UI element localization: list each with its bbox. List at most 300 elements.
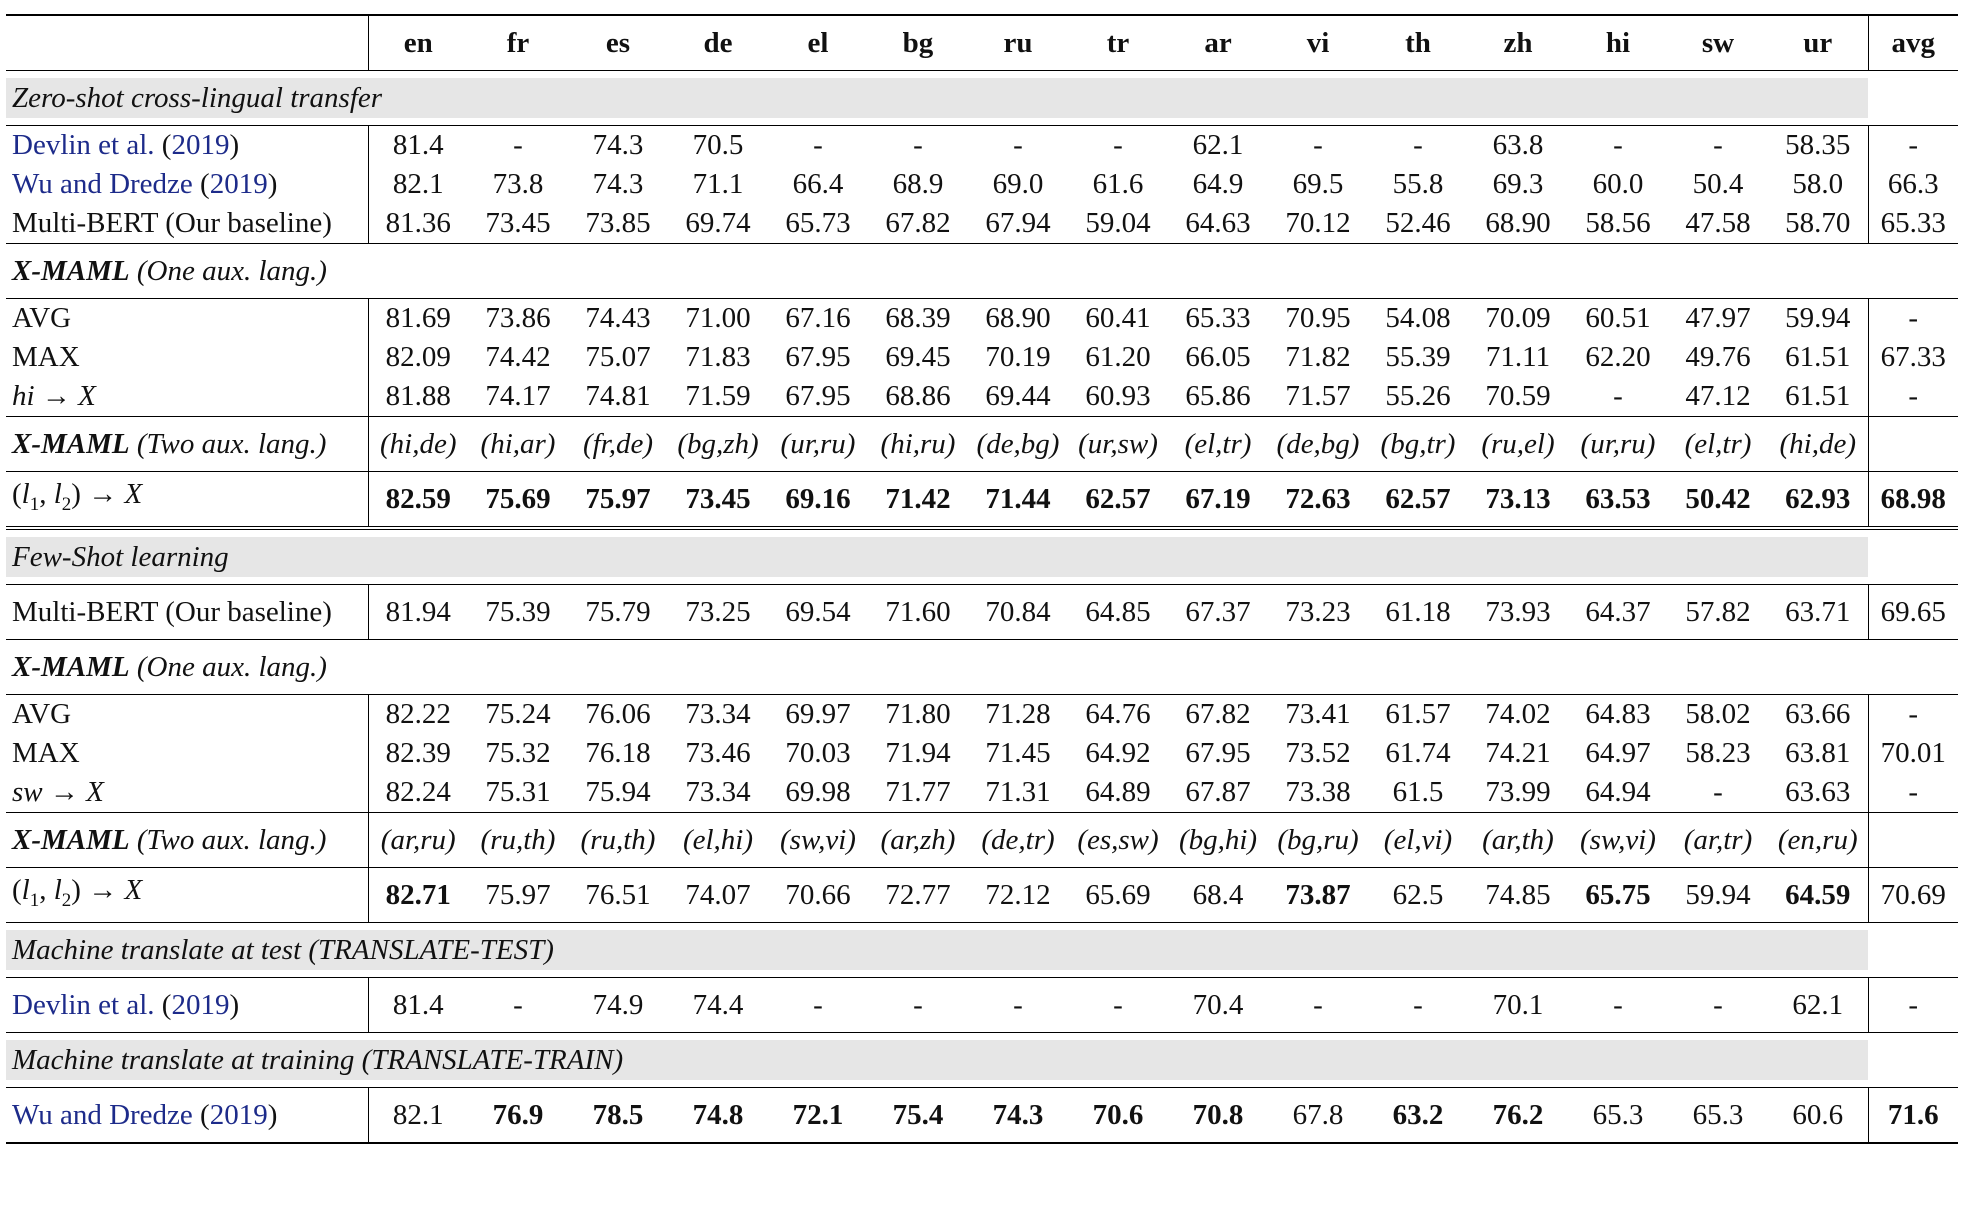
cell-ur: 59.94 <box>1785 302 1851 334</box>
cell-bg: 71.60 <box>868 585 968 640</box>
table-row <box>6 126 1958 166</box>
column-header-fr: fr <box>468 15 568 71</box>
cell-bg: 71.94 <box>885 737 951 769</box>
row-label-text: Multi-BERT (Our baseline) <box>12 207 332 239</box>
section-cell <box>6 923 1868 978</box>
cell-ur: 63.63 <box>1768 773 1868 813</box>
header-row <box>6 15 1958 71</box>
cell-fr: 73.45 <box>468 204 568 244</box>
row-label-text: AVG <box>12 698 72 730</box>
cell-tr: 64.76 <box>1085 698 1151 730</box>
cell-vi: - <box>1313 129 1323 161</box>
cell-ar: 67.87 <box>1168 773 1268 813</box>
cell-es: 73.85 <box>568 204 668 244</box>
cell-vi: 73.23 <box>1268 585 1368 640</box>
cell-zh: 68.90 <box>1468 204 1568 244</box>
subsection-bold: X-MAML <box>12 254 130 287</box>
cell-bg: 71.42 <box>868 472 968 529</box>
aux-pair-avg <box>1868 813 1958 868</box>
cell-ar: 67.82 <box>1185 698 1251 730</box>
cell-ar: 70.8 <box>1168 1088 1268 1144</box>
cell-tr: 60.93 <box>1068 377 1168 417</box>
cell-sw: 49.76 <box>1685 341 1751 373</box>
cell-ru: 67.94 <box>968 204 1068 244</box>
row-label: Wu and Dredze (2019) <box>12 168 278 200</box>
aux-pair: (hi,ru) <box>868 417 968 472</box>
cell-de: 74.8 <box>668 1088 768 1144</box>
cell-es: 75.07 <box>585 341 651 373</box>
column-header-avg: avg <box>1868 15 1958 71</box>
cell-ar: 64.9 <box>1192 168 1244 200</box>
aux-pair: (fr,de) <box>568 417 668 472</box>
cell-ru: - <box>1013 129 1023 161</box>
cell-vi: 70.95 <box>1285 302 1351 334</box>
cell-hi: 64.83 <box>1585 698 1651 730</box>
cell-ar: 64.63 <box>1168 204 1268 244</box>
column-header-th: th <box>1368 15 1468 71</box>
cell-th: 62.5 <box>1368 868 1468 923</box>
cell-th: - <box>1413 129 1423 161</box>
cell-hi: 60.0 <box>1592 168 1644 200</box>
column-header-zh: zh <box>1468 15 1568 71</box>
cell-el: 65.73 <box>768 204 868 244</box>
cell-hi: - <box>1613 129 1623 161</box>
cell-fr: 76.9 <box>468 1088 568 1144</box>
cell-ru: 71.44 <box>968 472 1068 529</box>
cell-en: 81.94 <box>368 585 468 640</box>
cell-en: 81.4 <box>368 978 468 1033</box>
section-avg-blank <box>1868 71 1958 126</box>
row-label <box>6 472 368 529</box>
table-row <box>6 868 1958 923</box>
cell-ur: 60.6 <box>1768 1088 1868 1144</box>
cell-bg: - <box>868 978 968 1033</box>
cell-de: 70.5 <box>692 129 744 161</box>
cell-ar: 67.37 <box>1168 585 1268 640</box>
table-row <box>6 695 1958 735</box>
cell-ur: 64.59 <box>1768 868 1868 923</box>
cell-fr: 75.97 <box>468 868 568 923</box>
cell-ru: 71.28 <box>985 698 1051 730</box>
cell-bg: - <box>913 129 923 161</box>
section-cell <box>6 71 1868 126</box>
pair-formula: ($l_1$, $l_2) \to X$ <box>12 873 143 911</box>
cell-fr: 75.32 <box>485 737 551 769</box>
subsection-title <box>6 244 1958 299</box>
cell-sw: 47.97 <box>1685 302 1751 334</box>
citation-author: Wu and Dredze <box>12 168 193 200</box>
row-label <box>6 868 368 923</box>
aux-pair: (ur,sw) <box>1068 417 1168 472</box>
results-table <box>6 14 1958 1144</box>
aux-pair: (el,tr) <box>1168 417 1268 472</box>
aux-pair: (sw,vi) <box>1568 813 1668 868</box>
cell-en: 81.36 <box>368 204 468 244</box>
cell-bg: 71.77 <box>868 773 968 813</box>
citation-year: 2019 <box>209 1098 268 1131</box>
cell-zh: 73.93 <box>1468 585 1568 640</box>
section-avg-blank <box>1868 528 1958 585</box>
row-label <box>6 695 368 735</box>
cell-avg: 71.6 <box>1868 1088 1958 1144</box>
cell-el: 69.98 <box>768 773 868 813</box>
cell-es: 75.79 <box>568 585 668 640</box>
column-header-ur: ur <box>1768 15 1868 71</box>
subsection-rest: (Two aux. lang.) <box>129 427 327 460</box>
row-label <box>6 734 368 773</box>
column-header-es: es <box>568 15 668 71</box>
section-translate_test <box>6 923 1958 978</box>
cell-es: 74.9 <box>568 978 668 1033</box>
subsection-bold: X-MAML <box>12 650 130 683</box>
cell-ru: - <box>968 978 1068 1033</box>
cell-th: 63.2 <box>1368 1088 1468 1144</box>
section-avg-blank <box>1868 923 1958 978</box>
aux-pair: (ru,th) <box>468 813 568 868</box>
cell-fr: 74.17 <box>468 377 568 417</box>
cell-vi: 72.63 <box>1268 472 1368 529</box>
cell-ur: 63.71 <box>1768 585 1868 640</box>
arrow: → <box>34 380 79 412</box>
cell-tr: 61.6 <box>1092 168 1144 200</box>
cell-tr: - <box>1113 129 1123 161</box>
cell-th: 61.5 <box>1368 773 1468 813</box>
table-row <box>6 1088 1958 1144</box>
row-label <box>6 585 368 640</box>
cell-tr: 61.20 <box>1085 341 1151 373</box>
cell-de: 74.07 <box>668 868 768 923</box>
row-label: Devlin et al. (2019) <box>12 129 240 161</box>
cell-avg: - <box>1868 695 1958 735</box>
aux-pair: (hi,de) <box>1768 417 1868 472</box>
section-avg-blank <box>1868 1033 1958 1088</box>
cell-bg: 68.39 <box>885 302 951 334</box>
aux-pair: (de,bg) <box>968 417 1068 472</box>
citation-year: 2019 <box>171 988 230 1021</box>
cell-th: 52.46 <box>1368 204 1468 244</box>
column-header-sw: sw <box>1668 15 1768 71</box>
cell-avg: 69.65 <box>1868 585 1958 640</box>
cell-zh: 74.85 <box>1468 868 1568 923</box>
aux-pair: (de,tr) <box>968 813 1068 868</box>
cell-hi: 62.20 <box>1585 341 1651 373</box>
cell-el: - <box>768 978 868 1033</box>
cell-de: 71.00 <box>685 302 751 334</box>
citation-author: Devlin et al. <box>12 129 155 161</box>
cell-de: 73.34 <box>668 773 768 813</box>
cell-ru: 68.90 <box>985 302 1051 334</box>
header-corner <box>6 15 368 71</box>
cell-tr: - <box>1068 978 1168 1033</box>
cell-hi: - <box>1568 978 1668 1033</box>
cell-vi: 73.41 <box>1285 698 1351 730</box>
table-row <box>6 338 1958 377</box>
cell-el: 67.16 <box>785 302 851 334</box>
cell-bg: 71.80 <box>885 698 951 730</box>
cell-el: 69.54 <box>768 585 868 640</box>
table-row <box>6 299 1958 339</box>
cell-el: 66.4 <box>792 168 844 200</box>
cell-hi: 65.3 <box>1568 1088 1668 1144</box>
cell-vi: 69.5 <box>1292 168 1344 200</box>
aux-pair-avg <box>1868 417 1958 472</box>
pair-formula: ($l_1$, $l_2) \to X$ <box>12 477 143 515</box>
cell-sw: - <box>1713 129 1723 161</box>
column-header-en: en <box>368 15 468 71</box>
section-title: Few-Shot learning <box>6 537 1868 577</box>
cell-en: 82.71 <box>368 868 468 923</box>
cell-sw: - <box>1668 773 1768 813</box>
subsection-title <box>6 813 368 868</box>
section-title: Machine translate at training (TRANSLATE-TRAIN) <box>6 1040 1868 1080</box>
cell-sw: 58.23 <box>1685 737 1751 769</box>
section-zero_shot <box>6 71 1958 126</box>
cell-tr: 59.04 <box>1068 204 1168 244</box>
cell-zh: 74.02 <box>1485 698 1551 730</box>
cell-tr: 62.57 <box>1068 472 1168 529</box>
cell-el: 69.97 <box>785 698 851 730</box>
cell-ur: 62.1 <box>1768 978 1868 1033</box>
citation-author: Devlin et al. <box>12 988 155 1021</box>
cell-vi: 67.8 <box>1268 1088 1368 1144</box>
cell-bg: 69.45 <box>885 341 951 373</box>
row-label <box>6 204 368 244</box>
cell-avg: - <box>1868 299 1958 339</box>
cell-ur: 63.66 <box>1785 698 1851 730</box>
cell-sw: 57.82 <box>1668 585 1768 640</box>
cell-tr: 60.41 <box>1085 302 1151 334</box>
row-label-text: AVG <box>12 302 72 334</box>
cell-es: 76.18 <box>585 737 651 769</box>
aux-pair: (ar,th) <box>1468 813 1568 868</box>
cell-es: 75.94 <box>568 773 668 813</box>
cell-ru: 69.44 <box>968 377 1068 417</box>
cell-el: 70.03 <box>785 737 851 769</box>
cell-hi: 64.94 <box>1568 773 1668 813</box>
aux-pair: (hi,ar) <box>468 417 568 472</box>
cell-ru: 74.3 <box>968 1088 1068 1144</box>
aux-pairs-row <box>6 417 1958 472</box>
cell-de: 73.34 <box>685 698 751 730</box>
cell-ru: 71.45 <box>985 737 1051 769</box>
cell-en: 81.69 <box>368 299 468 339</box>
aux-pair: (ur,ru) <box>1568 417 1668 472</box>
cell-fr: 74.42 <box>485 341 551 373</box>
cell-en: 82.39 <box>368 734 468 773</box>
arrow: → <box>42 776 87 808</box>
column-header-ar: ar <box>1168 15 1268 71</box>
cell-sw: - <box>1668 978 1768 1033</box>
cell-bg: 72.77 <box>868 868 968 923</box>
cell-hi: 65.75 <box>1568 868 1668 923</box>
aux-pair: (ar,zh) <box>868 813 968 868</box>
row-label-text: MAX <box>12 737 80 769</box>
table-row <box>6 978 1958 1033</box>
cell-el: 69.16 <box>768 472 868 529</box>
cell-zh: 76.2 <box>1468 1088 1568 1144</box>
cell-vi: 71.82 <box>1285 341 1351 373</box>
table-row <box>6 472 1958 529</box>
column-header-hi: hi <box>1568 15 1668 71</box>
aux-pair: (bg,hi) <box>1168 813 1268 868</box>
cell-ar: 70.4 <box>1168 978 1268 1033</box>
cell-en: 82.59 <box>368 472 468 529</box>
aux-pair: (es,sw) <box>1068 813 1168 868</box>
cell-vi: 73.38 <box>1268 773 1368 813</box>
cell-de: 71.59 <box>668 377 768 417</box>
source-lang: hi <box>12 380 35 412</box>
cell-th: 55.26 <box>1368 377 1468 417</box>
column-header-tr: tr <box>1068 15 1168 71</box>
aux-pair: (ur,ru) <box>768 417 868 472</box>
cell-de: 73.46 <box>685 737 751 769</box>
subsection-rest: (One aux. lang.) <box>129 254 327 287</box>
column-header-de: de <box>668 15 768 71</box>
cell-ru: 72.12 <box>968 868 1068 923</box>
citation-author: Wu and Dredze <box>12 1098 193 1131</box>
cell-sw: 65.3 <box>1668 1088 1768 1144</box>
cell-avg: - <box>1868 126 1958 166</box>
subsection-x_maml_one <box>6 244 1958 299</box>
cell-ur: 63.81 <box>1785 737 1851 769</box>
cell-de: 71.1 <box>692 168 744 200</box>
cell-th: 55.8 <box>1392 168 1444 200</box>
cell-el: 67.95 <box>768 377 868 417</box>
cell-tr: 64.85 <box>1068 585 1168 640</box>
cell-en: 81.88 <box>368 377 468 417</box>
cell-de: 74.4 <box>668 978 768 1033</box>
row-label: Devlin et al. (2019) <box>6 978 368 1033</box>
cell-tr: 64.92 <box>1085 737 1151 769</box>
cell-avg: 67.33 <box>1868 338 1958 377</box>
subsection-rest: (Two aux. lang.) <box>129 823 327 856</box>
cell-sw: 59.94 <box>1668 868 1768 923</box>
column-header-bg: bg <box>868 15 968 71</box>
cell-en: 82.1 <box>368 1088 468 1144</box>
cell-ar: 65.86 <box>1168 377 1268 417</box>
cell-zh: 73.99 <box>1468 773 1568 813</box>
cell-en: 81.4 <box>368 126 468 166</box>
cell-ur: 62.93 <box>1768 472 1868 529</box>
cell-hi: - <box>1568 377 1668 417</box>
section-cell <box>6 528 1868 585</box>
cell-zh: 70.09 <box>1485 302 1551 334</box>
subsection-title <box>6 417 368 472</box>
cell-ar: 62.1 <box>1192 129 1244 161</box>
cell-ar: 65.33 <box>1185 302 1251 334</box>
source-lang: sw <box>12 776 43 808</box>
row-label-text: MAX <box>12 341 80 373</box>
cell-th: 61.18 <box>1368 585 1468 640</box>
cell-fr: 73.8 <box>492 168 544 200</box>
cell-ru: 71.31 <box>968 773 1068 813</box>
aux-pair: (bg,tr) <box>1368 417 1468 472</box>
aux-pair: (de,bg) <box>1268 417 1368 472</box>
cell-es: 76.06 <box>585 698 651 730</box>
cell-zh: 69.3 <box>1492 168 1544 200</box>
row-label: Wu and Dredze (2019) <box>6 1088 368 1144</box>
cell-th: - <box>1368 978 1468 1033</box>
cell-ur: 61.51 <box>1768 377 1868 417</box>
cell-fr: 73.86 <box>485 302 551 334</box>
cell-de: 73.45 <box>668 472 768 529</box>
cell-vi: 71.57 <box>1268 377 1368 417</box>
cell-en: 82.1 <box>368 165 468 204</box>
cell-el: 67.95 <box>785 341 851 373</box>
cell-vi: 73.87 <box>1268 868 1368 923</box>
column-header-el: el <box>768 15 868 71</box>
cell-zh: 63.8 <box>1492 129 1544 161</box>
cell-avg: 68.98 <box>1868 472 1958 529</box>
table-row <box>6 377 1958 417</box>
aux-pair: (el,tr) <box>1668 417 1768 472</box>
subsection-x_maml_one <box>6 640 1958 695</box>
cell-avg: - <box>1868 773 1958 813</box>
cell-hi: 64.97 <box>1585 737 1651 769</box>
aux-pair: (en,ru) <box>1768 813 1868 868</box>
cell-es: 75.97 <box>568 472 668 529</box>
citation-year: 2019 <box>171 129 230 161</box>
table-row <box>6 773 1958 813</box>
aux-pair: (hi,de) <box>368 417 468 472</box>
table-row <box>6 204 1958 244</box>
cell-zh: 70.1 <box>1468 978 1568 1033</box>
table-row <box>6 734 1958 773</box>
row-label-text: Multi-BERT (Our baseline) <box>12 595 332 628</box>
cell-ru: 69.0 <box>992 168 1044 200</box>
cell-ur: 58.35 <box>1785 129 1851 161</box>
cell-sw: 50.42 <box>1668 472 1768 529</box>
subsection-bold: X-MAML <box>12 427 130 460</box>
cell-ar: 66.05 <box>1185 341 1251 373</box>
cell-el: 70.66 <box>768 868 868 923</box>
target-var: X <box>78 380 96 412</box>
cell-bg: 75.4 <box>868 1088 968 1144</box>
aux-pair: (ar,ru) <box>368 813 468 868</box>
cell-bg: 67.82 <box>868 204 968 244</box>
cell-avg: 70.01 <box>1868 734 1958 773</box>
cell-hi: 60.51 <box>1585 302 1651 334</box>
aux-pair: (bg,ru) <box>1268 813 1368 868</box>
section-title: Zero-shot cross-lingual transfer <box>6 78 1868 118</box>
cell-tr: 64.89 <box>1068 773 1168 813</box>
aux-pair: (el,vi) <box>1368 813 1468 868</box>
cell-zh: 71.11 <box>1485 341 1551 373</box>
aux-pair: (ru,th) <box>568 813 668 868</box>
cell-bg: 68.86 <box>868 377 968 417</box>
row-label <box>6 773 368 813</box>
cell-vi: - <box>1268 978 1368 1033</box>
cell-es: 74.3 <box>592 129 644 161</box>
cell-avg: 66.3 <box>1868 165 1958 204</box>
cell-de: 69.74 <box>668 204 768 244</box>
cell-fr: 75.24 <box>485 698 551 730</box>
cell-en: 82.09 <box>368 338 468 377</box>
cell-hi: 63.53 <box>1568 472 1668 529</box>
cell-es: 78.5 <box>568 1088 668 1144</box>
cell-de: 71.83 <box>685 341 751 373</box>
cell-ur: 58.70 <box>1768 204 1868 244</box>
section-translate_train <box>6 1033 1958 1088</box>
cell-fr: 75.31 <box>468 773 568 813</box>
aux-pair: (ar,tr) <box>1668 813 1768 868</box>
section-few_shot <box>6 528 1958 585</box>
cell-fr: - <box>468 978 568 1033</box>
cell-zh: 73.13 <box>1468 472 1568 529</box>
citation-year: 2019 <box>209 168 268 200</box>
cell-hi: 64.37 <box>1568 585 1668 640</box>
cell-ar: 68.4 <box>1168 868 1268 923</box>
